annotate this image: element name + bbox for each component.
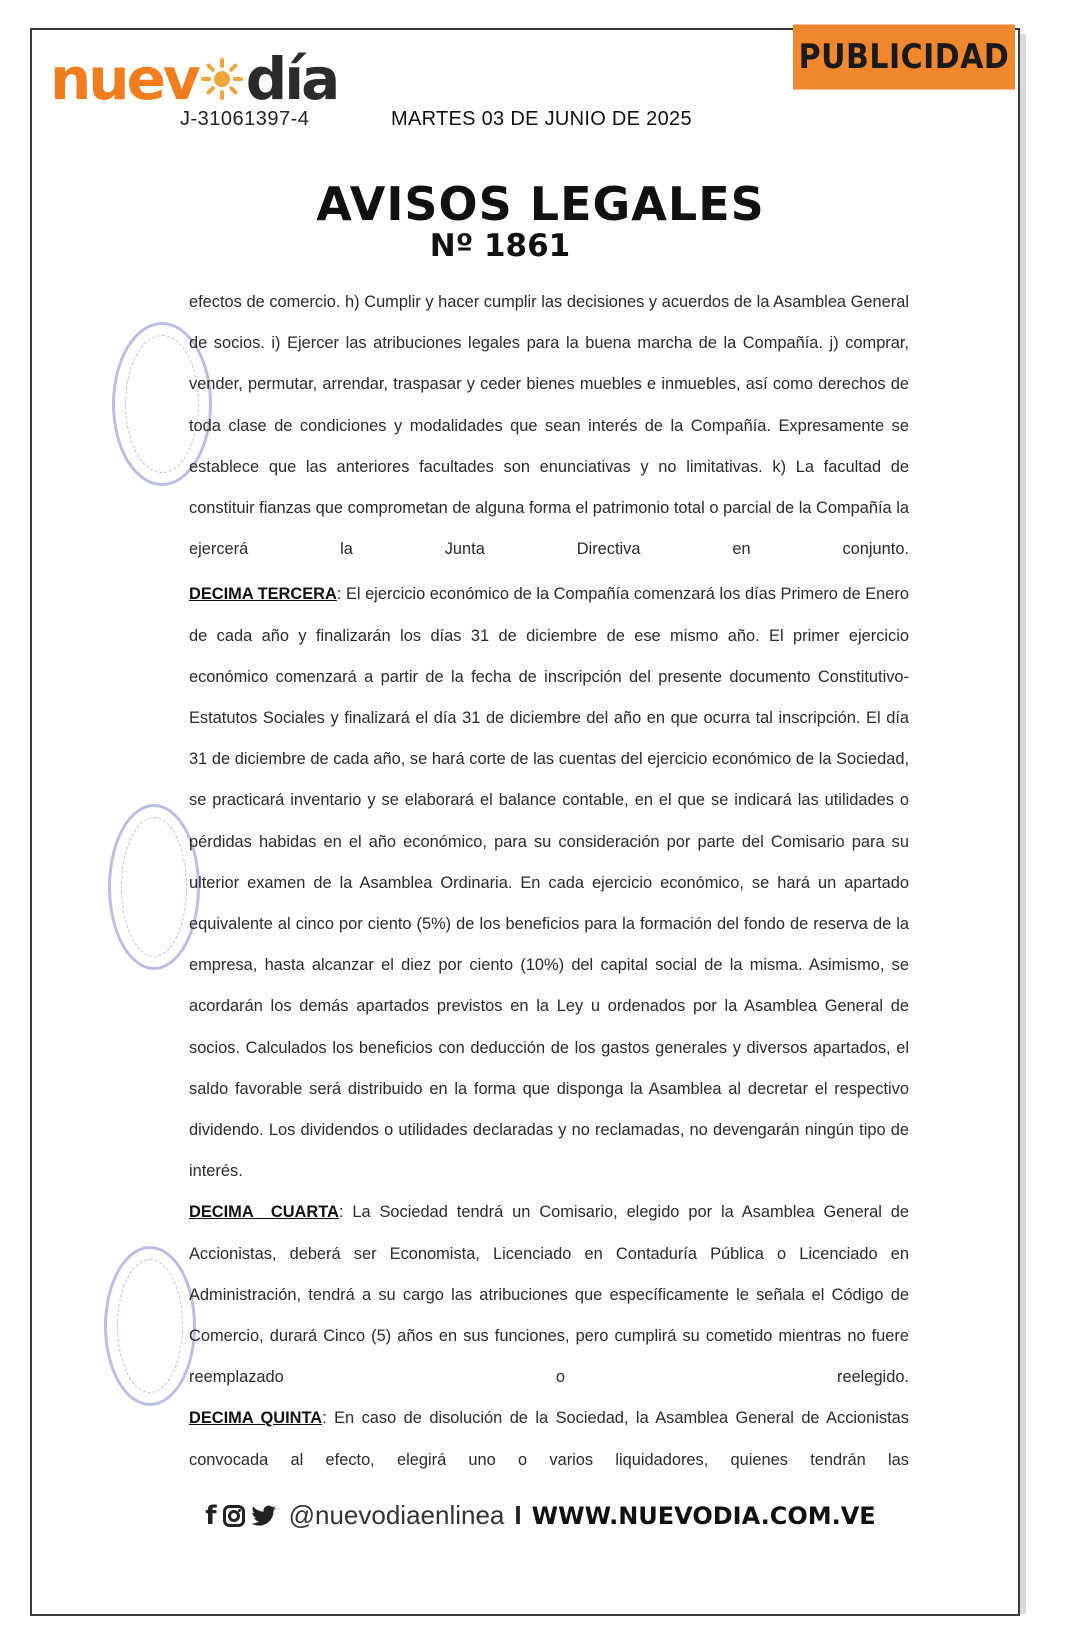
page-edge-shadow [1020, 34, 1026, 1614]
footer-separator: I [514, 1500, 522, 1530]
paragraph-4-heading: DECIMA QUINTA [189, 1409, 323, 1428]
logo-part-c: ía [284, 45, 338, 113]
logo-part-a: nuev [50, 45, 198, 113]
paragraph-3-text: : La Sociedad tendrá un Comisario, elegido por la Asamblea General de Accionistas, deberá ser Economista, Licenciado en Contaduría Pública o Licenciado en Administración, tendrá a su cargo las atribuciones que específicamente le señala el Código de Comercio, durará Cinco (5) años en sus funciones, pero cumplirá su cometido mientras no fuere reemplazado o reelegido. [189, 1203, 909, 1387]
issue-date: MARTES 03 DE JUNIO DE 2025 [391, 108, 692, 130]
newspaper-logo [50, 45, 338, 113]
page-title: AVISOS LEGALES [316, 177, 765, 231]
paragraph-1-text: efectos de comercio. h) Cumplir y hacer cumplir las decisiones y acuerdos de la Asamblea General de socios. i) Ejercer las atribuciones legales para la buena marcha de la Compañía. j) comprar, vender, permutar, arrendar, traspasar y ceder bienes muebles e inmuebles, así como derechos de toda clase de condiciones y modalidades que sean interés de la Compañía. Expresamente se establece que las anteriores facultades son enunciativas y no limitativas. k) La facultad de constituir fianzas que comprometan de alguna forma el patrimonio total o parcial de la Compañía la ejercerá la Junta Directiva en conjunto. [189, 293, 909, 559]
paragraph-4 [189, 1398, 909, 1480]
facebook-icon[interactable]: f [205, 1500, 217, 1531]
legal-notice-body [189, 282, 909, 1481]
paragraph-3 [189, 1192, 909, 1398]
social-handle[interactable]: @nuevodiaenlinea [288, 1500, 505, 1530]
footer [0, 1500, 1081, 1531]
logo-part-b: d [245, 45, 285, 113]
paragraph-2 [189, 574, 909, 1192]
paragraph-4-text: : En caso de disolución de la Sociedad, la Asamblea General de Accionistas convocada al efecto, elegirá uno o varios liquidadores, quienes tendrán las [189, 1409, 909, 1469]
instagram-icon[interactable] [223, 1505, 245, 1527]
paragraph-1 [189, 282, 909, 570]
social-icons [205, 1501, 276, 1531]
tax-id: J-31061397-4 [180, 108, 310, 130]
twitter-icon[interactable] [251, 1505, 277, 1527]
paragraph-2-text: : El ejercicio económico de la Compañía comenzará los días Primero de Enero de cada año y finalizarán los días 31 de diciembre de ese mismo año. El primer ejercicio económico comenzará a partir de la fecha de inscripción del presente documento Constitutivo-Estatutos Sociales y finalizará el día 31 de diciembre del año en que ocurra tal inscripción. El día 31 de diciembre de cada año, se hará corte de las cuentas del ejercicio económico de la Sociedad, se practicará inventario y se elaborará el balance contable, en el que se indicará las utilidades o pérdidas habidas en el año económico, para su consideración por parte del Comisario para su ulterior examen de la Asamblea Ordinaria. En cada ejercicio económico, se hará un apartado equivalente al cinco por ciento (5%) de los beneficios para la formación del fondo de reserva de la empresa, hasta alcanzar el diez por ciento (10%) del capital social de la misma. Asimismo, se acordarán los demás apartados previstos en la Ley u ordenados por la Asamblea General de socios. Calculados los beneficios con deducción de los gastos generales y diversos apartados, el saldo favorable será distribuido en la forma que disponga la Asamblea al decretar el respectivo dividendo. Los dividendos o utilidades declaradas y no reclamadas, no devengarán ningún tipo de interés. [189, 585, 909, 1181]
seal-stamp-bottom [104, 1246, 196, 1406]
paragraph-2-heading: DECIMA TERCERA [189, 585, 337, 604]
website-url[interactable]: WWW.NUEVODIA.COM.VE [531, 1501, 876, 1530]
sun-logo-icon [199, 56, 245, 102]
seal-stamp-middle [108, 804, 200, 970]
section-badge: PUBLICIDAD [793, 25, 1015, 90]
notice-number: Nº 1861 [429, 228, 571, 264]
paragraph-3-heading: DECIMA CUARTA [189, 1203, 339, 1222]
